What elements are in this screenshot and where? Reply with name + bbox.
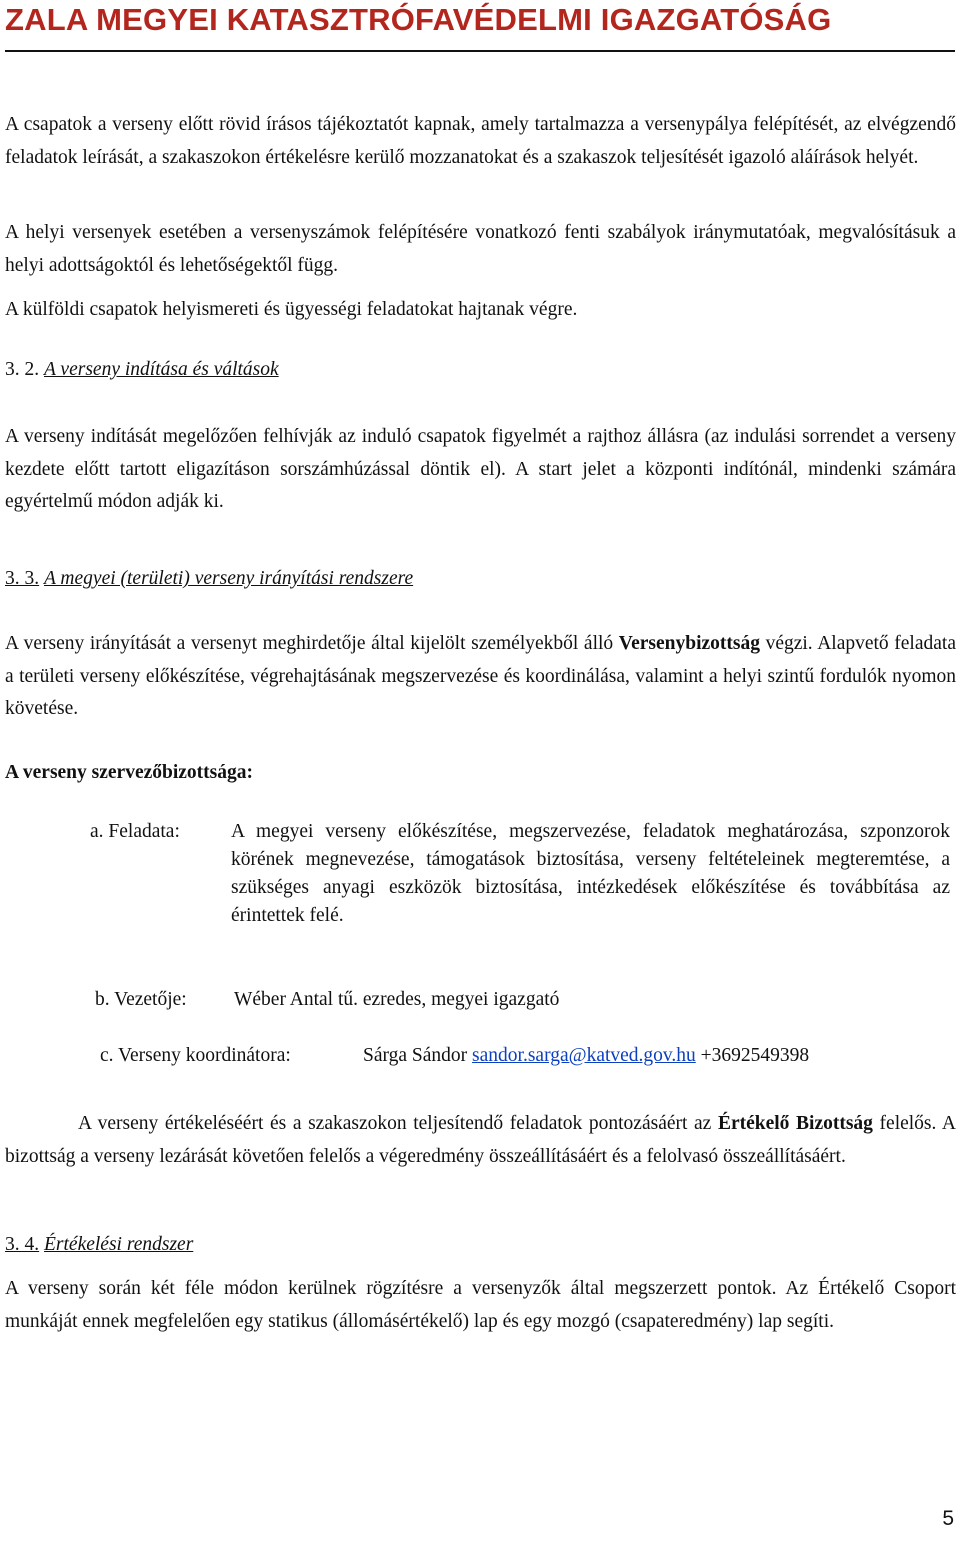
item-label: a. Feladata:: [90, 821, 180, 842]
paragraph-scoring: A verseny során két féle módon kerülnek rögzítésre a versenyzők által megszerzett pontok. Az Értékelő Csoport munkáját ennek megfelelően egy statikus (állomásértékelő) lap és egy mozgó (csapateredmény) lap segíti.: [5, 1278, 956, 1332]
paragraph-local-competitions: A helyi versenyek esetében a versenyszámok felépítésére vonatkozó fenti szabályok iránymutatóak, megvalósításuk a helyi adottságoktól és lehetőségektől függ.: [5, 222, 956, 276]
section-number: 3. 3.: [5, 568, 40, 589]
page-number: 5: [942, 1507, 954, 1530]
paragraph-briefing: A csapatok a verseny előtt rövid írásos tájékoztatót kapnak, amely tartalmazza a versenypálya felépítését, az elvégzendő feladatok leírását, a szakaszokon értékelésre kerülő mozzanatokat és a szakaszok teljesítését igazoló aláírások helyét.: [5, 114, 956, 168]
item-label: b. Vezetője:: [95, 989, 187, 1010]
paragraph-competition-committee: A verseny irányítását a versenyt meghirdetője által kijelölt személyekből álló Versenybizottság végzi. Alapvető feladata a területi verseny előkészítése, végrehajtásának megszervezése és koordinálása, valamint a helyi szintű fordulók nyomon követése.: [5, 633, 956, 719]
section-title: Értékelési rendszer: [44, 1234, 194, 1255]
coordinator-phone: +3692549398: [700, 1045, 810, 1066]
paragraph-start: A verseny indítását megelőzően felhívják az induló csapatok figyelmét a rajthoz állásra (az indulási sorrendet a verseny kezdete előtt tartott eligazításon sorszámhúzással döntik el). A start jelet a központi indítónál, mindenki számára egyértelmű módon adják ki.: [5, 426, 956, 512]
bold-term: Versenybizottság: [618, 633, 760, 654]
paragraph-evaluation-committee: A verseny értékeléséért és a szakaszokon teljesítendő feladatok pontozásáért az Értékelő Bizottság felelős. A bizottság a verseny lezárását követően felelős a végeredmény összeállításáért és a felolvasó összeállításáért.: [5, 1113, 957, 1167]
coordinator-name: Sárga Sándor: [363, 1045, 468, 1066]
section-heading-3-2: [5, 354, 956, 387]
header-divider: [5, 50, 955, 52]
section-title: A verseny indítása és váltások: [44, 359, 279, 380]
item-label: c. Verseny koordinátora:: [100, 1045, 291, 1066]
item-text: [363, 1042, 809, 1070]
item-text: A megyei verseny előkészítése, megszervezése, feladatok meghatározása, szponzorok körének megnevezése, támogatások biztosítása, verseny feltételeinek megteremtése, a szükséges anyagi eszközök biztosítása, intézkedések előkészítése és továbbítása az érintettek felé.: [231, 821, 950, 926]
section-number: 3. 4.: [5, 1234, 40, 1255]
section-heading-3-3: [5, 563, 956, 596]
page-header-title: ZALA MEGYEI KATASZTRÓFAVÉDELMI IGAZGATÓSÁG: [5, 2, 832, 37]
item-text: Wéber Antal tű. ezredes, megyei igazgató: [234, 989, 560, 1010]
organizing-committee-heading: A verseny szervezőbizottsága:: [5, 762, 254, 783]
paragraph-foreign-teams: A külföldi csapatok helyismereti és ügyességi feladatokat hajtanak végre.: [5, 299, 578, 320]
bold-term: Értékelő Bizottság: [717, 1113, 873, 1134]
coordinator-email-link[interactable]: sandor.sarga@katved.gov.hu: [472, 1045, 696, 1066]
section-number: 3. 2.: [5, 359, 40, 380]
section-title: A megyei (területi) verseny irányítási rendszere: [44, 568, 414, 589]
section-heading-3-4: [5, 1229, 956, 1262]
